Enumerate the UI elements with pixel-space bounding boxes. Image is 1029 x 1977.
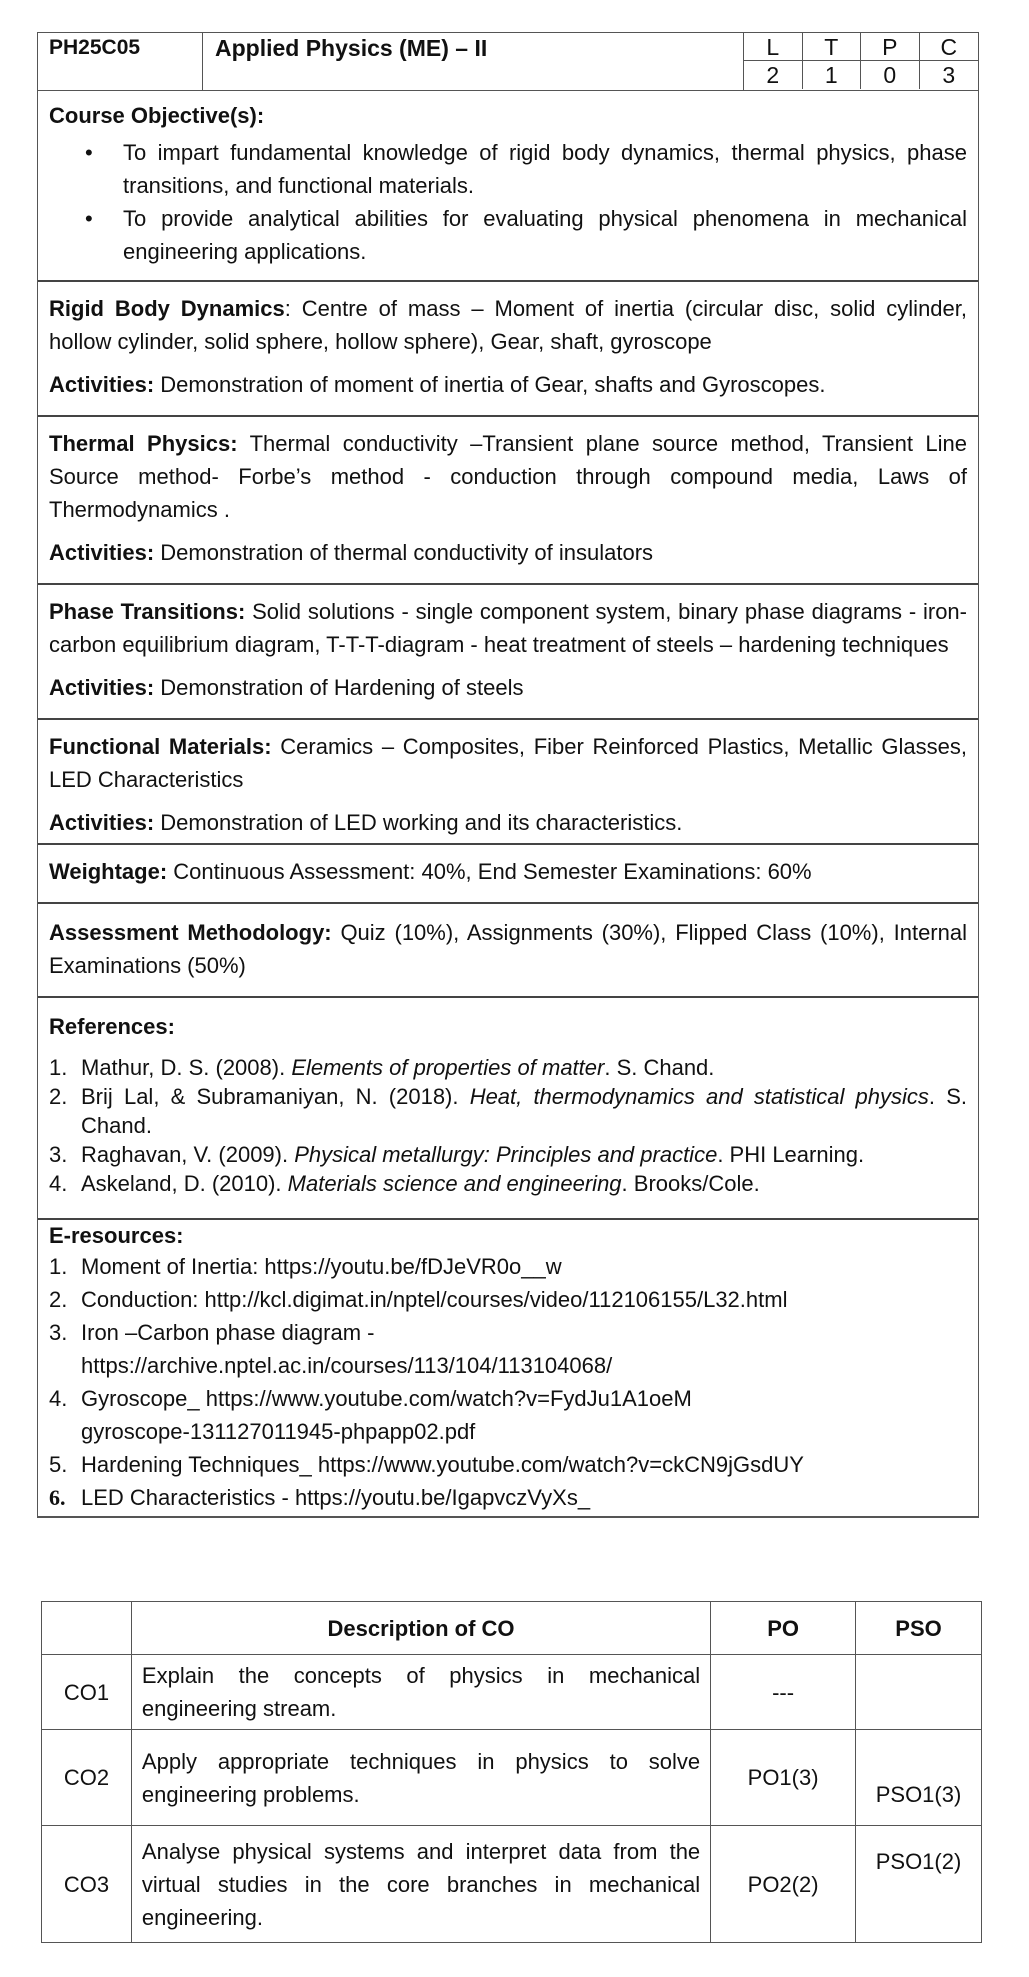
references-list (49, 1053, 967, 1198)
unit-content (49, 730, 967, 796)
eresources-section (38, 1220, 978, 1516)
reference-publisher: . Brooks/Cole. (621, 1171, 760, 1196)
co-header-description: Description of CO (131, 1602, 710, 1655)
reference-number: 2. (49, 1084, 68, 1109)
unit-content (49, 427, 967, 526)
ltpc-header-c: C (920, 33, 979, 61)
eresource-number: 4. (49, 1386, 68, 1411)
course-header-row (38, 33, 978, 91)
unit-content (49, 292, 967, 358)
unit-label-suffix: : (284, 296, 291, 321)
eresource-number: 2. (49, 1287, 68, 1312)
ltpc-value-p: 0 (861, 61, 920, 89)
references-section (38, 998, 978, 1220)
activities-text: Demonstration of Hardening of steels (154, 675, 524, 700)
unit-activities (49, 368, 967, 401)
bullet-icon: • (85, 206, 93, 231)
reference-author: Raghavan, V. (2009). (81, 1142, 295, 1167)
co-description: Explain the concepts of physics in mechanical engineering stream. (131, 1655, 710, 1730)
co-header-blank (42, 1602, 132, 1655)
course-title: Applied Physics (ME) – II (203, 33, 744, 90)
co-table-header-row (42, 1602, 982, 1655)
ltpc-grid (744, 33, 978, 90)
reference-title: Heat, thermodynamics and statistical physics (469, 1084, 929, 1109)
reference-publisher: . S. Chand. (604, 1055, 715, 1080)
eresources-heading: E-resources: (49, 1223, 184, 1248)
objectives-heading: Course Objective(s): (49, 103, 265, 128)
ltpc-header-p: P (861, 33, 920, 61)
co-po: --- (711, 1655, 856, 1730)
co-pso: PSO1(3) (875, 1782, 962, 1807)
ltpc-value-c: 3 (942, 62, 956, 88)
reference-number: 4. (49, 1171, 68, 1196)
objective-item (49, 202, 967, 268)
reference-publisher: . S. Chand. (81, 1084, 967, 1138)
objective-text: To provide analytical abilities for evaluating physical phenomena in mechanical engineering applications. (123, 206, 967, 264)
unit-phase-transitions (38, 585, 978, 720)
ltpc-header-l: L (744, 33, 803, 61)
co-description: Apply appropriate techniques in physics to solve engineering problems. (131, 1730, 710, 1826)
table-row (42, 1826, 982, 1943)
unit-text: Solid solutions - single component system, binary phase diagrams - iron-carbon equilibrium diagram, T-T-T-diagram - heat treatment of steels – hardening techniques (49, 599, 967, 657)
co-pso-cell (856, 1826, 982, 1943)
assessment-label: Assessment Methodology: (49, 920, 332, 945)
unit-label: Phase Transitions: (49, 599, 246, 624)
bullet-icon: • (85, 140, 93, 165)
assessment-methodology-section (38, 904, 978, 998)
eresource-item (49, 1448, 967, 1481)
unit-thermal-physics (38, 417, 978, 585)
reference-title: Materials science and engineering (287, 1171, 622, 1196)
reference-author: Mathur, D. S. (2008). (81, 1055, 292, 1080)
unit-text: Thermal conductivity –Transient plane source method, Transient Line Source method- Forbe’s method - conduction through compound media, Laws of Thermodynamics . (49, 431, 968, 522)
eresource-number: 5. (49, 1452, 68, 1477)
co-header-pso: PSO (856, 1602, 982, 1655)
eresource-number: 3. (49, 1320, 68, 1345)
unit-activities (49, 536, 967, 569)
assessment-value: Quiz (10%), Assignments (30%), Flipped Class (10%), Internal Examinations (50%) (49, 920, 967, 978)
reference-item (49, 1169, 967, 1198)
unit-label: Functional Materials: (49, 734, 272, 759)
eresource-file: gyroscope-131127011945-phpapp02.pdf (81, 1419, 476, 1444)
table-row (42, 1655, 982, 1730)
co-po: PO1(3) (711, 1730, 856, 1826)
activities-text: Demonstration of moment of inertia of Gear, shafts and Gyroscopes. (154, 372, 826, 397)
unit-label: Thermal Physics: (49, 431, 238, 456)
co-pso-cell (856, 1730, 982, 1826)
unit-content (49, 595, 967, 661)
eresource-link[interactable]: Moment of Inertia: https://youtu.be/fDJeVR0o__w (81, 1254, 562, 1279)
reference-title: Elements of properties of matter (291, 1055, 605, 1080)
activities-label: Activities: (49, 810, 155, 835)
weightage-label: Weightage: (49, 859, 168, 884)
activities-text: Demonstration of LED working and its characteristics. (154, 810, 683, 835)
unit-activities (49, 806, 967, 839)
weightage-text (49, 855, 967, 888)
activities-text: Demonstration of thermal conductivity of insulators (154, 540, 654, 565)
eresources-list (49, 1250, 967, 1514)
eresource-item (49, 1481, 967, 1514)
eresource-link[interactable]: Conduction: http://kcl.digimat.in/nptel/courses/video/112106155/L32.html (81, 1287, 788, 1312)
activities-label: Activities: (49, 540, 155, 565)
eresource-link[interactable]: Hardening Techniques_ https://www.youtube.com/watch?v=ckCN9jGsdUY (81, 1452, 804, 1477)
unit-text: Ceramics – Composites, Fiber Reinforced Plastics, Metallic Glasses, LED Characteristics (49, 734, 967, 792)
activities-label: Activities: (49, 372, 155, 397)
ltpc-header-t: T (803, 33, 862, 61)
eresource-item (49, 1250, 967, 1283)
weightage-value: Continuous Assessment: 40%, End Semester Examinations: 60% (167, 859, 812, 884)
co-description: Analyse physical systems and interpret data from the virtual studies in the core branches in mechanical engineering. (131, 1826, 710, 1943)
eresource-item (49, 1283, 967, 1316)
eresource-number: 1. (49, 1254, 68, 1279)
reference-number: 1. (49, 1055, 68, 1080)
unit-functional-materials (38, 720, 978, 845)
reference-publisher: . PHI Learning. (717, 1142, 865, 1167)
ltpc-value-t: 1 (803, 61, 862, 89)
table-row (42, 1730, 982, 1826)
co-po: PO2(2) (711, 1826, 856, 1943)
eresource-label: Iron –Carbon phase diagram - (81, 1320, 375, 1345)
eresource-item (49, 1316, 967, 1382)
objective-text: To impart fundamental knowledge of rigid body dynamics, thermal physics, phase transitions, and functional materials. (123, 140, 967, 198)
unit-rigid-body-dynamics (38, 282, 978, 417)
unit-activities (49, 671, 967, 704)
unit-text: Centre of mass – Moment of inertia (circular disc, solid cylinder, hollow cylinder, solid sphere, hollow sphere), Gear, shaft, gyroscope (49, 296, 967, 354)
co-id: CO2 (42, 1730, 132, 1826)
reference-author: Askeland, D. (2010). (81, 1171, 288, 1196)
reference-number: 3. (49, 1142, 68, 1167)
assessment-text (49, 916, 967, 982)
eresource-link[interactable]: LED Characteristics - https://youtu.be/IgapvczVyXs_ (81, 1485, 591, 1510)
co-pso: PSO1(2) (875, 1848, 962, 1874)
eresource-number: 6. (49, 1485, 66, 1510)
objective-item (49, 136, 967, 202)
co-id: CO1 (42, 1655, 132, 1730)
syllabus-table (37, 32, 979, 1518)
reference-item (49, 1140, 967, 1169)
reference-item (49, 1082, 967, 1140)
course-outcomes-table (41, 1601, 982, 1943)
co-pso (856, 1655, 982, 1730)
objectives-list (49, 136, 967, 268)
course-objectives-section (38, 91, 978, 282)
references-heading: References: (49, 1014, 175, 1039)
eresource-link[interactable]: https://archive.nptel.ac.in/courses/113/104/113104068/ (81, 1353, 613, 1378)
co-header-po: PO (711, 1602, 856, 1655)
reference-author: Brij Lal, & Subramaniyan, N. (2018). (81, 1084, 470, 1109)
weightage-section (38, 845, 978, 904)
reference-item (49, 1053, 967, 1082)
eresource-item (49, 1382, 967, 1448)
activities-label: Activities: (49, 675, 155, 700)
reference-title: Physical metallurgy: Principles and practice (294, 1142, 718, 1167)
ltpc-value-l: 2 (744, 61, 803, 89)
unit-label: Rigid Body Dynamics (49, 296, 285, 321)
course-code: PH25C05 (38, 33, 203, 90)
co-id: CO3 (42, 1826, 132, 1943)
eresource-link[interactable]: Gyroscope_ https://www.youtube.com/watch?v=FydJu1A1oeM (81, 1386, 692, 1411)
